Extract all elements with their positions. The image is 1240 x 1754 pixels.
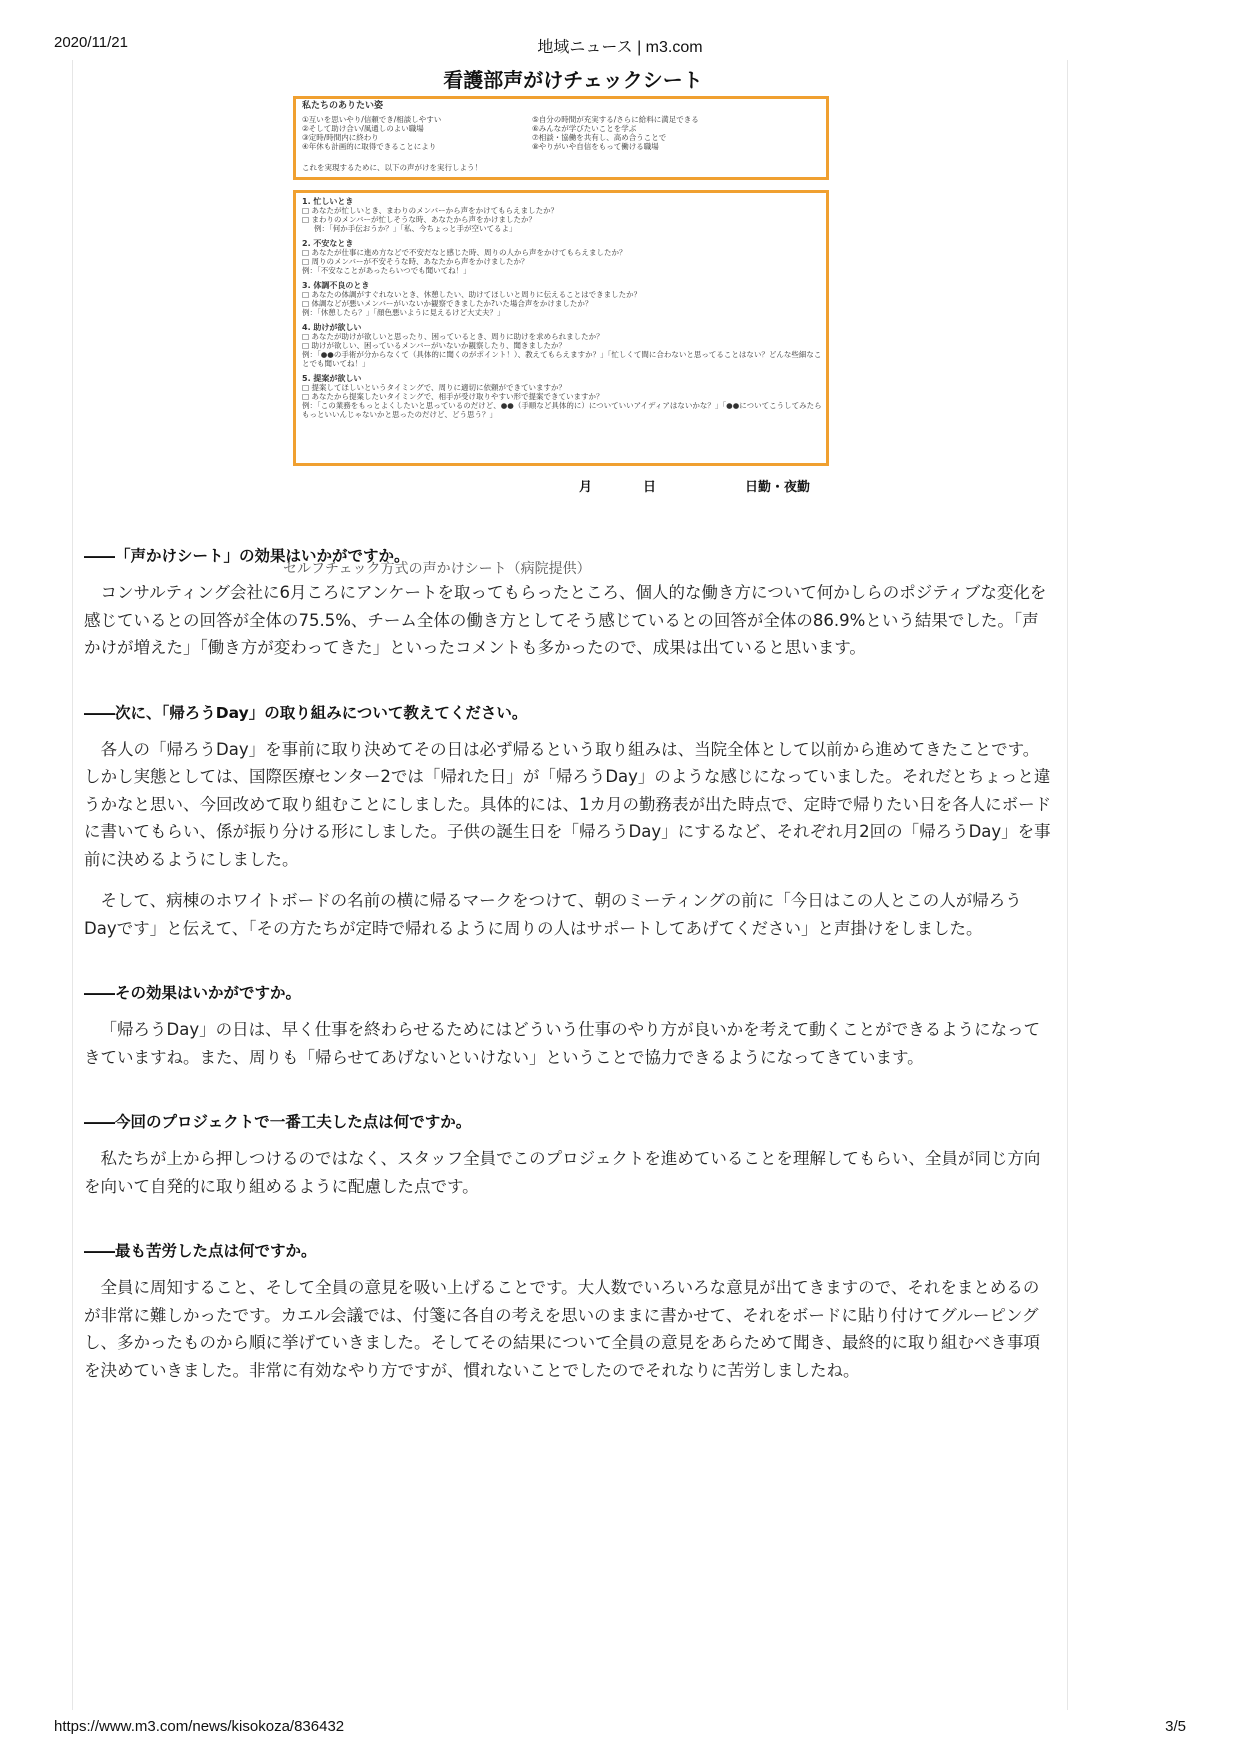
section-heading: 2. 不安なとき [302,239,354,248]
vision-item: ⑦相談・協働を共有し、高め合うことで [532,133,667,142]
check-sheet-title: 看護部声がけチェックシート [443,68,703,92]
print-footer [0,1718,1240,1738]
print-date: 2020/11/21 [54,34,128,51]
checklist-section [302,374,826,419]
interview-question: ――今回のプロジェクトで一番工夫した点は何ですか。 [84,1113,472,1131]
checklist-section [302,323,826,368]
interview-question: ――その効果はいかがですか。 [84,984,302,1002]
vision-left-list [302,115,542,151]
check-item: □ 提案してほしいというタイミングで、周りに適切に依頼ができていますか？ [302,383,567,392]
page-number: 3/5 [1165,1718,1186,1735]
section-heading: 5. 提案が欲しい [302,374,362,383]
check-sheet-figure [293,60,853,515]
shift-label: 日勤・夜勤 [745,480,811,495]
vision-footer: これを実現するために、以下の声がけを実行しよう！ [302,163,482,172]
example-line: 例：「●●の手術が分からなくて（具体的に聞くのがポイント！）、教えてもらえますか？」「忙しくて間に合わないと思ってることはない？どんな些細なことでも聞いてね！」 [302,350,822,368]
site-title: 地域ニュース | m3.com [537,39,703,56]
check-item: □ 助けが欲しい、困っているメンバーがいないか観察したり、聞きましたか？ [302,341,566,350]
checklist-section [302,281,826,317]
interview-answer: そして、病棟のホワイトボードの名前の横に帰るマークをつけて、朝のミーティングの前に「今日はこの人とこの人が帰ろうDayです」と伝えて、「その方たちが定時で帰れるように周りの人はサポートしてあげてください」と声掛けをしました。 [84,891,1022,938]
check-item: □ まわりのメンバーが忙しそうな時、あなたから声をかけましたか？ [302,215,536,224]
check-item: □ 体調などが悪いメンバーがいないか観察できましたか?いた場合声をかけましたか？ [302,299,593,308]
interview-answer: コンサルティング会社に6月ころにアンケートを取ってもらったところ、個人的な働き方について何かしらのポジティブな変化を感じているとの回答が全体の75.5%、チーム全体の働き方としてそう感じているとの回答が全体の86.9%という結果でした。「声かけが増えた」「働き方が変わってきた」といったコメントも多かったので、成果は出ていると思います。 [84,583,1047,657]
figure-caption: セルフチェック方式の声かけシート（病院提供） [283,561,591,577]
checklist-box [293,190,829,466]
interview-question: ――最も苦労した点は何ですか。 [84,1242,317,1260]
check-item: □ あなたが助けが欲しいと思ったり、困っているとき、周りに助けを求められましたか？ [302,332,604,341]
interview-answer: 各人の「帰ろうDay」を事前に取り決めてその日は必ず帰るという取り組みは、当院全体として以前から進めてきたことです。しかし実態としては、国際医療センター2では「帰れた日」が「帰ろうDay」のような感じになっていました。それだとちょっと違うかなと思い、今回改めて取り組むことにしました。具体的には、1カ月の勤務表が出た時点で、定時で帰りたい日を各人にボードに書いてもらい、係が振り分ける形にしました。子供の誕生日を「帰ろうDay」にするなど、それぞれ月2回の「帰ろうDay」を事前に決めるようにしました。 [84,739,1052,869]
example-line: 例：「不安なことがあったらいつでも聞いてね！」 [302,266,471,275]
interview-question: ――「声かけシート」の効果はいかがですか。 [84,547,410,565]
checklist-section [302,239,826,275]
vision-heading: 私たちのありたい姿 [302,101,384,111]
vision-item: ⑤自分の時間が充実する/さらに給料に満足できる [532,115,699,124]
date-month-label: 月 [579,480,593,495]
example-line: 例：「何か手伝おうか？」「私、今ちょっと手が空いてるよ」 [314,224,517,233]
vision-box [293,96,829,180]
example-line: 例：「この業務をもっとよくしたいと思っているのだけど、●●（手順など具体的に）についていいアイディアはないかな？」「●●についてこうしてみたらもっといいんじゃないかと思ったのだけど、どう思う？」 [302,401,822,419]
vision-right-list [532,115,772,151]
check-item: □ 周りのメンバーが不安そうな時、あなたから声をかけましたか？ [302,257,529,266]
print-header [0,34,1240,54]
section-heading: 4. 助けが欲しい [302,323,362,332]
example-line: 例：「休憩したら？」「顔色悪いように見えるけど大丈夫？」 [302,308,505,317]
date-day-label: 日 [643,480,657,495]
section-heading: 1. 忙しいとき [302,197,354,206]
vision-item: ③定時/時間内に終わり [302,133,379,142]
interview-question: ――次に、「帰ろうDay」の取り組みについて教えてください。 [84,703,528,722]
interview-article [84,545,1054,1384]
vision-item: ⑥みんなが学びたいことを学ぶ [532,124,637,133]
vision-item: ②そして助け合い/風通しのよい職場 [302,124,424,133]
vision-item: ⑧やりがいや自信をもって働ける職場 [532,142,659,151]
interview-answer: 「帰ろうDay」の日は、早く仕事を終わらせるためにはどういう仕事のやり方が良いかを考えて動くことができるようになってきていますね。また、周りも「帰らせてあげないといけない」ということで協力できるようになってきています。 [84,1020,1041,1067]
check-item: □ あなたから提案したいタイミングで、相手が受け取りやすい形で提案できていますか？ [302,392,604,401]
check-item: □ あなたが忙しいとき、まわりのメンバーから声をかけてもらえましたか？ [302,206,559,215]
interview-answer: 私たちが上から押しつけるのではなく、スタッフ全員でこのプロジェクトを進めていることを理解してもらい、全員が同じ方向を向いて自発的に取り組めるように配慮した点です。 [84,1149,1041,1196]
section-heading: 3. 体調不良のとき [302,281,370,290]
interview-answer: 全員に周知すること、そして全員の意見を吸い上げることです。大人数でいろいろな意見が出てきますので、それをまとめるのが非常に難しかったです。カエル会議では、付箋に各自の考えを思いのままに書かせて、それをボードに貼り付けてグルーピングし、多かったものから順に挙げていきました。そしてその結果について全員の意見をあらためて聞き、最終的に取り組むべき事項を決めていきました。非常に有効なやり方ですが、慣れないことでしたのでそれなりに苦労しましたね。 [84,1278,1041,1380]
check-item: □ あなたが仕事に進め方などで不安だなと感じた時、周りの人から声をかけてもらえましたか？ [302,248,627,257]
checklist-section [302,197,826,233]
check-item: □ あなたの体調がすぐれないとき、休憩したい、助けてほしいと周りに伝えることはできましたか？ [302,290,642,299]
page-url: https://www.m3.com/news/kisokoza/836432 [54,1718,345,1735]
vision-item: ④年休も計画的に取得できることにより [302,142,437,151]
vision-item: ①互いを思いやり/信頼でき/相談しやすい [302,115,442,124]
